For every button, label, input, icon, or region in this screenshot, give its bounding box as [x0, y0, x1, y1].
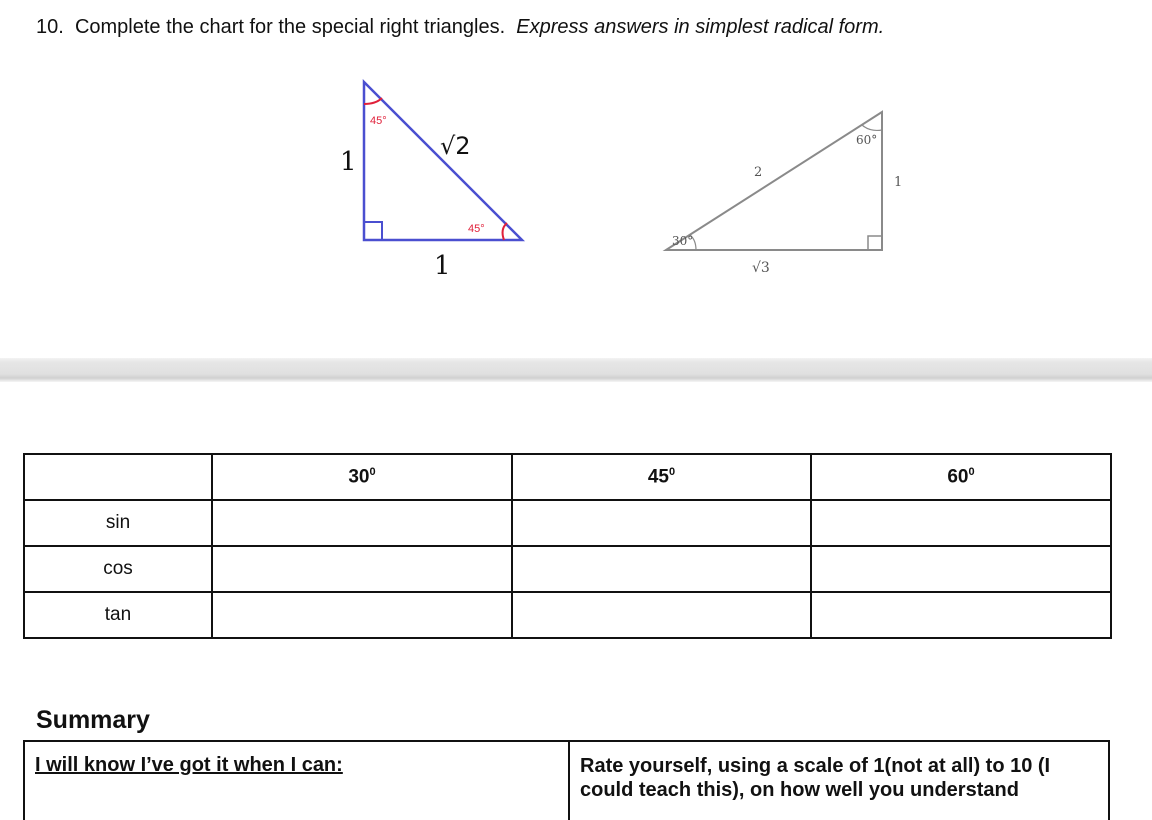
short-leg-label: 1 — [894, 175, 903, 190]
answer-cell[interactable] — [212, 500, 512, 546]
hypotenuse-label: √2 — [440, 132, 471, 160]
leg-left-label: 1 — [340, 147, 357, 177]
right-angle-marker — [364, 222, 382, 240]
right-angle-marker — [868, 236, 882, 250]
angle-top-label: 60° — [856, 133, 878, 147]
page-separator — [0, 358, 1152, 382]
answer-cell[interactable] — [811, 500, 1111, 546]
angle-left-label: 30° — [672, 234, 694, 248]
answer-cell[interactable] — [512, 500, 811, 546]
angle-top-label: 45° — [370, 115, 387, 127]
table-row-tan — [24, 592, 1111, 638]
long-leg-label: √3 — [752, 260, 770, 276]
answer-cell[interactable] — [811, 546, 1111, 592]
row-label-tan: tan — [24, 592, 212, 638]
summary-title: Summary — [36, 706, 150, 734]
triangle-3060-shape — [666, 112, 882, 250]
triangle-45-45-90-figure — [330, 74, 540, 284]
table-header-row — [24, 454, 1111, 500]
answer-cell[interactable] — [512, 592, 811, 638]
question-prompt: Complete the chart for the special right triangles. — [74, 16, 506, 38]
trig-ratio-table — [23, 453, 1112, 639]
header-cell-60: $60^0$ — [811, 454, 1111, 500]
question-number: 10. — [36, 16, 64, 38]
row-label-cos: cos — [24, 546, 212, 592]
table-row-cos — [24, 546, 1111, 592]
answer-cell[interactable] — [512, 546, 811, 592]
summary-box — [23, 740, 1110, 820]
header-cell-30: $30^0$ — [212, 454, 512, 500]
leg-bottom-label: 1 — [434, 251, 451, 281]
table-row-sin — [24, 500, 1111, 546]
answer-cell[interactable] — [811, 592, 1111, 638]
answer-cell[interactable] — [212, 592, 512, 638]
triangle-45-shape — [364, 82, 522, 240]
triangle-30-60-90-figure — [630, 100, 920, 280]
answer-cell[interactable] — [212, 546, 512, 592]
summary-left-heading: I will know I’ve got it when I can: — [25, 742, 570, 820]
header-cell-blank — [24, 454, 212, 500]
header-cell-45: $45^0$ — [512, 454, 811, 500]
angle-right-label: 45° — [468, 223, 485, 235]
question-text — [36, 16, 884, 39]
angle-arc-top — [862, 125, 882, 130]
row-label-sin: sin — [24, 500, 212, 546]
hypotenuse-label: 2 — [754, 165, 763, 180]
question-instruction: Express answers in simplest radical form. — [516, 16, 885, 38]
summary-right-text: Rate yourself, using a scale of 1(not at all) to 10 (I could teach this), on how well you understand — [580, 755, 1051, 801]
